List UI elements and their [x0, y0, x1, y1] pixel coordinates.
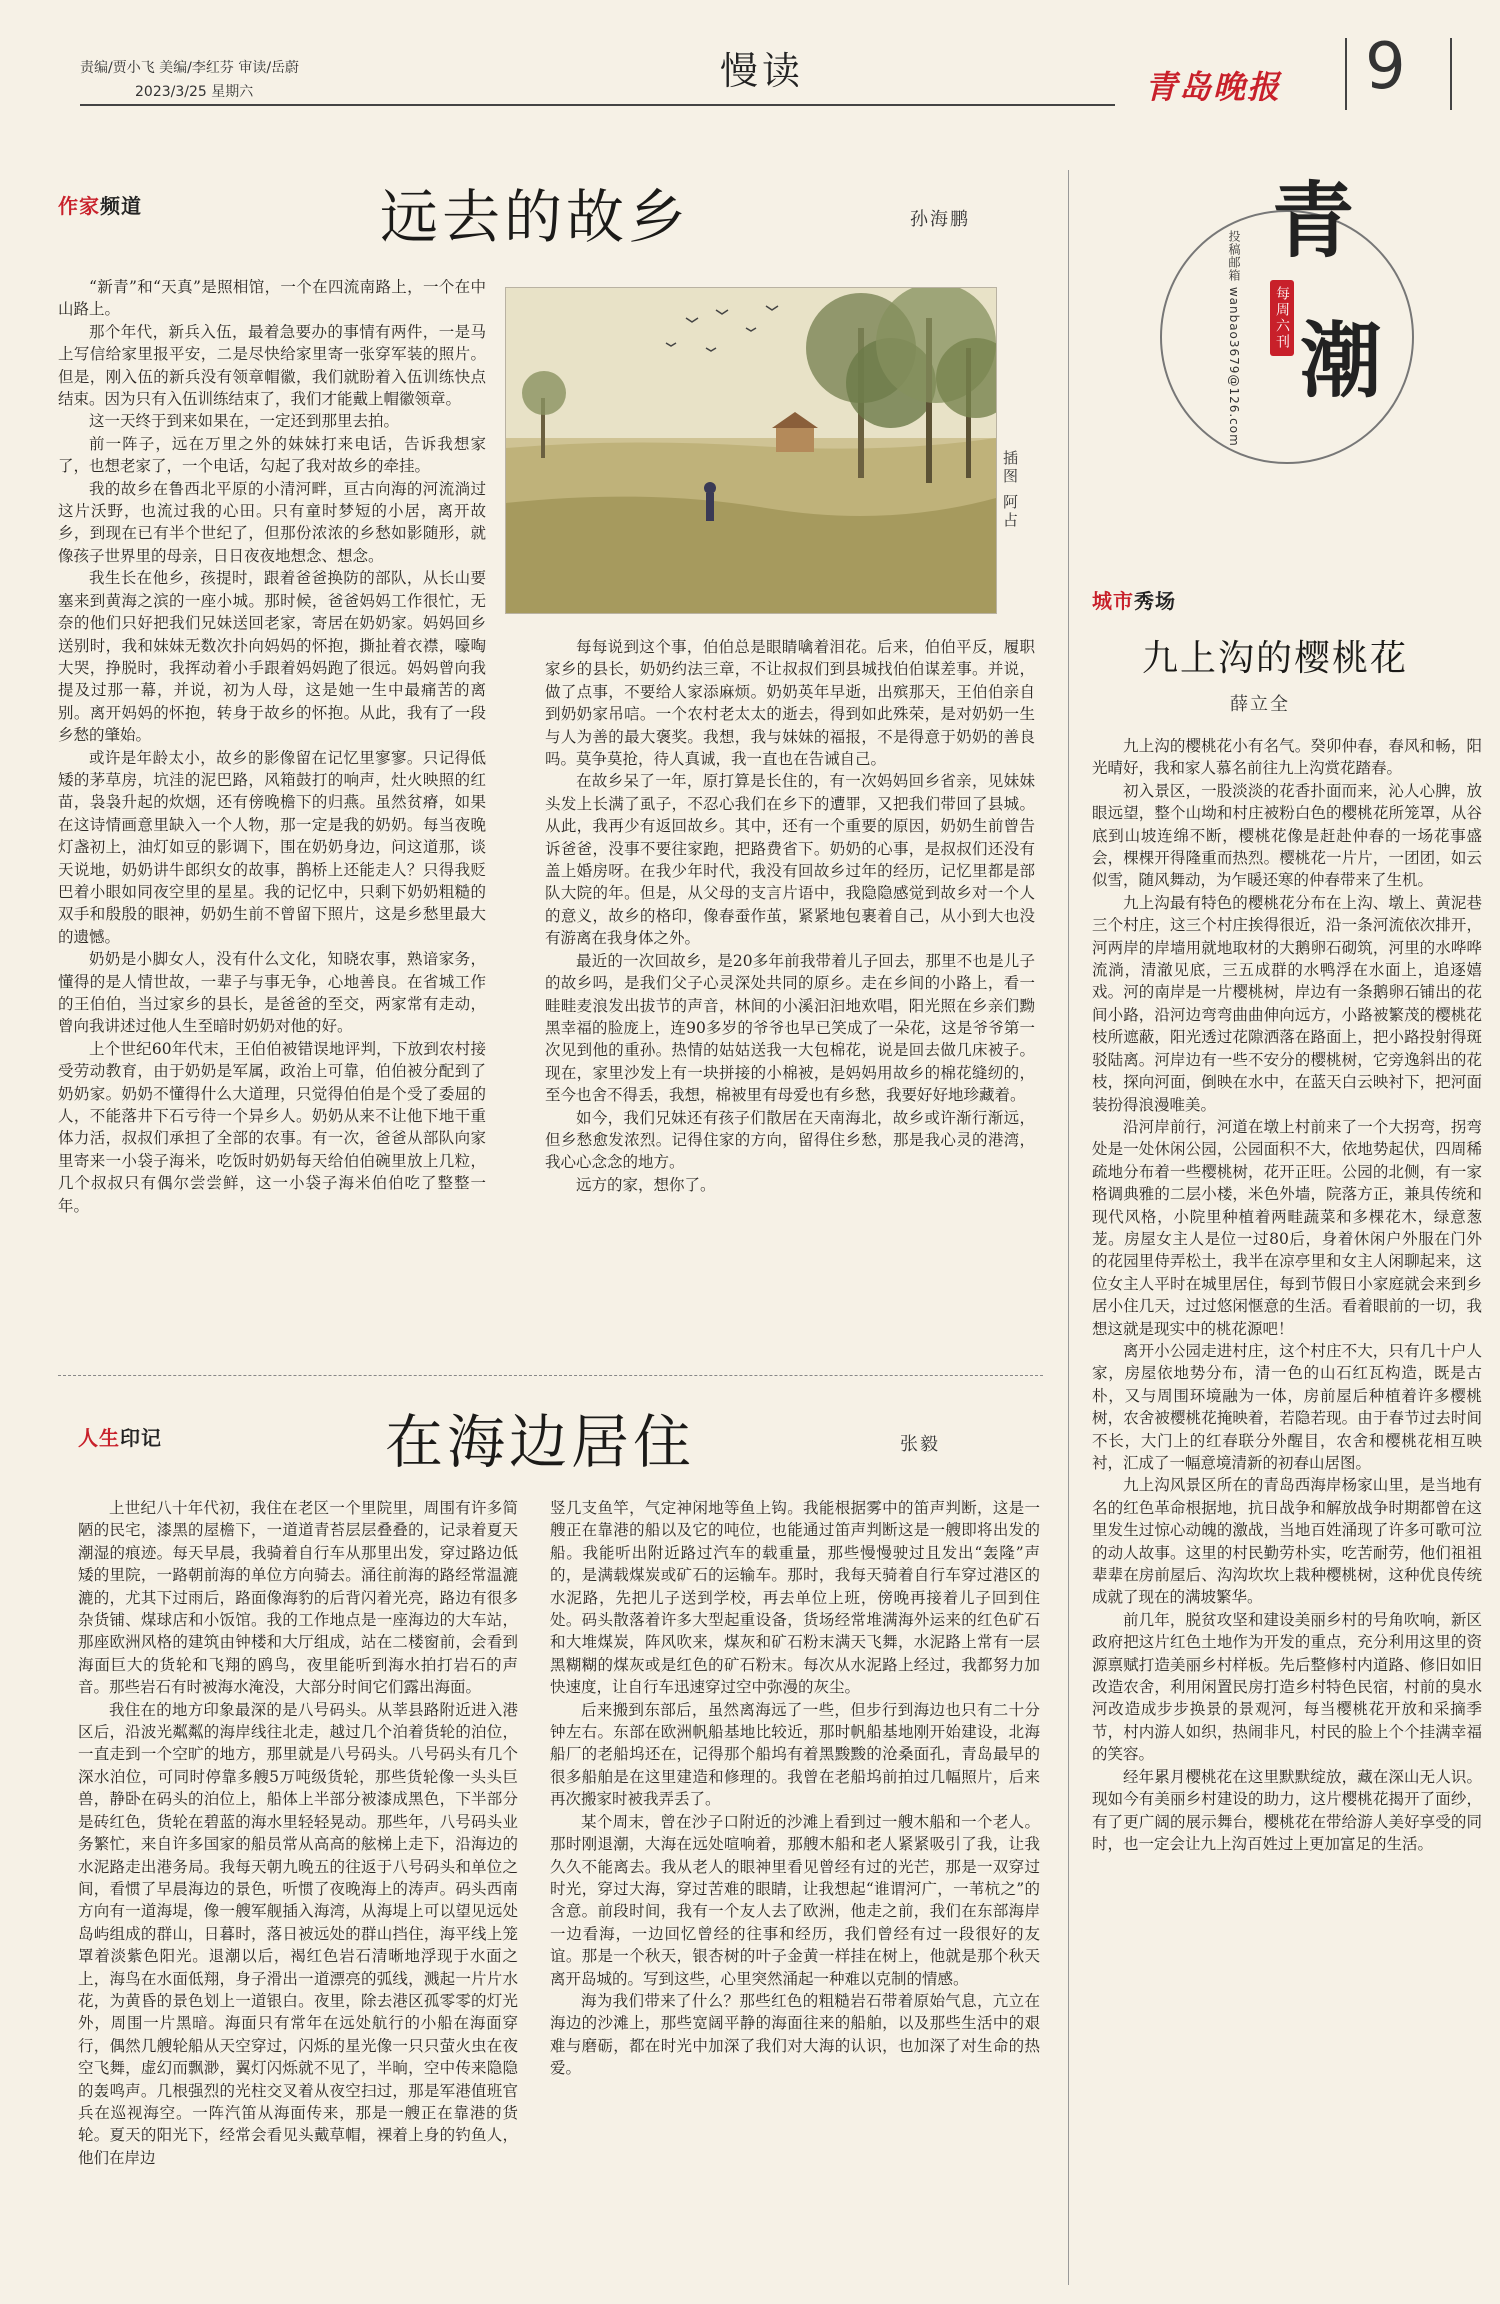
article-author-guxiang: 孙海鹏: [910, 209, 970, 230]
illustration-credit: 插图 阿占: [1001, 450, 1019, 530]
issue-date: 2023/3/25 星期六: [135, 84, 254, 100]
paragraph: 上个世纪60年代末，王伯伯被错误地评判，下放到农村接受劳动教育，由于奶奶是军属，政治上可靠，伯伯被分配到了奶奶家。奶奶不懂得什么大道理，只觉得伯伯是个受了委屈的人，不能落井下石亏待一个异乡人。奶奶从来不让他下地干重体力活，叔叔们承担了全部的农事。有一次，爸爸从部队向家里寄来一小袋子海米，吃饭时奶奶每天给伯伯碗里放上几粒，几个叔叔只有偶尔尝尝鲜，这一小袋子海米伯伯吃了整整一年。: [58, 1039, 486, 1215]
paragraph: 奶奶是小脚女人，没有什么文化，知晓农事，熟谙家务，懂得的是人情世故，一辈子与事无争，心地善良。在省城工作的王伯伯，当过家乡的县长，是爸爸的至交，两家常有走动，曾向我讲述过他人生至暗时奶奶对他的好。: [58, 950, 486, 1036]
paragraph: 经年累月樱桃花在这里默默绽放，藏在深山无人识。现如今有美丽乡村建设的助力，这片樱桃花揭开了面纱，有了更广阔的展示舞台，樱桃花在带给游人美好享受的同时，也一定会让九上沟百姓过上更加富足的生活。: [1092, 1767, 1482, 1853]
paragraph: 海为我们带来了什么？那些红色的粗糙岩石带着原始气息，亢立在海边的沙滩上，那些宽阔平静的海面往来的船舶，以及那些生活中的艰难与磨砺，都在时光中加深了我们对大海的认识，也加深了对生命的热爱。: [550, 1991, 1040, 2078]
paragraph: 九上沟的樱桃花小有名气。癸卯仲春，春风和畅，阳光晴好，我和家人慕名前往九上沟赏花踏春。: [1092, 737, 1482, 778]
paragraph: 沿河岸前行，河道在墩上村前来了一个大拐弯，拐弯处是一处休闲公园，公园面积不大，依地势起伏，四周稀疏地分布着一些樱桃树，花开正旺。公园的北侧，有一家格调典雅的二层小楼，米色外墙，院落方正，兼具传统和现代风格，小院里种植着两畦蔬菜和多棵花木，绿意葱茏。房屋女主人是位一过80后，身着休闲户外服在门外的花园里侍弄松土，我半在凉亭里和女主人闲聊起来，这位女主人平时在城里居住，每到节假日小家庭就会来到乡居小住几天，过过悠闲惬意的生活。看着眼前的一切，我想这就是现实中的桃花源吧！: [1092, 1117, 1482, 1338]
column-label-hl: 人生: [78, 1426, 120, 1450]
paragraph: 如今，我们兄妹还有孩子们散居在天南海北，故乡或许渐行渐远，但乡愁愈发浓烈。记得住家的方向，留得住乡愁，那是我心灵的港湾，我心心念念的地方。: [545, 1108, 1035, 1172]
paragraph: 远方的家，想你了。: [576, 1175, 716, 1194]
paragraph: 九上沟最有特色的樱桃花分布在上沟、墩上、黄泥巷三个村庄，这三个村庄挨得很近，沿一条河流依次排开，河两岸的岸墙用就地取材的大鹅卵石砌筑，河里的水哗哗流淌，清澈见底，三五成群的水鸭浮在水面上，追逐嬉戏。河的南岸是一片樱桃树，岸边有一条鹅卵石铺出的花间小路，沿河边弯弯曲曲伸向远方，小路被繁茂的樱桃花枝所遮蔽，阳光透过花隙洒落在路面上，把小路投射得斑驳陆离。河岸边有一些不安分的樱桃树，它旁逸斜出的花枝，探向河面，倒映在水中，在蓝天白云映衬下，把河面装扮得浪漫唯美。: [1092, 893, 1482, 1114]
article-illustration: [505, 287, 997, 614]
article-title-guxiang: 远去的故乡: [380, 183, 691, 251]
paragraph: 我生长在他乡，孩提时，跟着爸爸换防的部队，从长山要塞来到黄海之滨的一座小城。那时候，爸爸妈妈工作很忙，无奈的他们只好把我们兄妹送回老家，寄居在奶奶家。妈妈回乡送别时，我和妹妹无数次扑向妈妈的怀抱，撕扯着衣襟，嚎啕大哭，挣脱时，我挥动着小手跟着妈妈跑了很远。妈妈曾向我提及过那一幕，并说，初为人母，这是她一生中最痛苦的离别。离开妈妈的怀抱，转身于故乡的怀抱。从此，我有了一段乡愁的肇始。: [58, 569, 486, 745]
paragraph: 后来搬到东部后，虽然离海远了一些，但步行到海边也只有二十分钟左右。东部在欧洲帆船基地比较近，那时帆船基地刚开始建设，北海船厂的老船坞还在，记得那个船坞有着黑黢黢的沧桑面孔，青岛最早的很多船舶是在这里建造和修理的。我曾在老船坞前拍过几幅照片，后来再次搬家时被我弄丢了。: [550, 1700, 1040, 1809]
column-label-life: [78, 1422, 162, 1451]
paragraph: 九上沟风景区所在的青岛西海岸杨家山里，是当地有名的红色革命根据地，抗日战争和解放战争时期都曾在这里发生过惊心动魄的激战，当地百姓涌现了许多可歌可泣的动人故事。这里的村民勤劳朴实，吃苦耐劳，他们祖祖辈辈在房前屋后、沟沟坎坎上栽种樱桃树，这种优良传统成就了现在的满坡繁华。: [1092, 1476, 1482, 1607]
paragraph: 某个周末，曾在沙子口附近的沙滩上看到过一艘木船和一个老人。那时刚退潮，大海在远处喧响着，那艘木船和老人紧紧吸引了我，让我久久不能离去。我从老人的眼神里看见曾经有过的光芒，那是一双穿过时光，穿过大海，穿过苦难的眼睛，让我想起“谁谓河广，一苇杭之”的含意。前段时间，我有一个友人去了欧洲，他走之前，我们在东部海岸一边看海，一边回忆曾经的往事和经历，我们曾经有过一段很好的友谊。那是一个秋天，银杏树的叶子金黄一样挂在树上，他就是那个秋天离开岛城的。写到这些，心里突然涌起一种难以克制的情感。: [550, 1812, 1040, 1988]
header-rule: [80, 104, 1115, 106]
section-title: 慢读: [720, 49, 805, 93]
logo-char-chao: 潮: [1300, 313, 1383, 409]
header-divider-right: [1450, 38, 1452, 110]
article-body-col2: [545, 636, 1035, 1356]
article-author-seaside: 张毅: [900, 1434, 940, 1455]
paragraph: 离开小公园走进村庄，这个村庄不大，只有几十户人家，房屋依地势分布，清一色的山石红瓦构造，既是古朴，又与周围环境融为一体，房前屋后种植着许多樱桃树，农舍被樱桃花掩映着，若隐若现。由于春节过去时间不长，大门上的红春联分外醒目，农舍和樱桃花相互映衬，汇成了一幅意境清新的初春山居图。: [1092, 1341, 1482, 1472]
paragraph: 上世纪八十年代初，我住在老区一个里院里，周围有许多简陋的民宅，漆黑的屋檐下，一道道青苔层层叠叠的，记录着夏天潮湿的痕迹。每天早晨，我骑着自行车从那里出发，穿过路边低矮的里院，一路朝前海的单位方向骑去。涌往前海的路经常温漉漉的，尤其下过雨后，路面像海豹的后背闪着光亮，路边有很多杂货铺、煤球店和小饭馆。我的工作地点是一座海边的大车站，那座欧洲风格的建筑由钟楼和大厅组成，站在二楼窗前，会看到海面巨大的货轮和飞翔的鸥鸟，夜里能听到海水拍打岩石的声音。那些岩石有时被海水淹没，大部分时间它们露出海面。: [78, 1499, 518, 1697]
column-label-city: [1092, 585, 1176, 614]
paragraph: 每每说到这个事，伯伯总是眼睛噙着泪花。后来，伯伯平反，履职家乡的县长，奶奶约法三章，不让叔叔们到县城找伯伯谋差事。并说，做了点事，不要给人家添麻烦。奶奶英年早逝，出殡那天，王伯伯亲自到奶奶家吊唁。一个农村老太太的逝去，得到如此殊荣，是对奶奶一生与人为善的最大褒奖。我想，我与妹妹的福报，不是得意于奶奶的善良吗。莫争莫抢，待人真诚，我一直也在告诫自己。: [545, 638, 1035, 769]
paragraph: 最近的一次回故乡，是20多年前我带着儿子回去，那里不也是儿子的故乡吗，是我们父子心灵深处共同的原乡。走在乡间的小路上，看一畦畦麦浪发出拔节的声音，林间的小溪汩汩地欢唱，阳光照在乡亲们黝黑幸福的脸庞上，连90多岁的爷爷也早已笑成了一朵花，这是爷爷第一次见到他的重孙。热情的姑姑送我一大包棉花，说是回去做几床被子。现在，家里沙发上有一块拼接的小棉被，是妈妈用故乡的棉花缝纫的，至今也舍不得丢，我想，棉被里有母爱也有乡愁，我要好好地珍藏着。: [545, 951, 1035, 1105]
column-label-text: 频道: [100, 194, 142, 218]
column-label-hl: 城市: [1092, 589, 1134, 613]
paragraph: 前一阵子，远在万里之外的妹妹打来电话，告诉我想家了，也想老家了，一个电话，勾起了我对故乡的牵挂。: [58, 434, 486, 476]
section-separator: [58, 1375, 1043, 1376]
column-label-writer: [58, 190, 142, 219]
paragraph: 我的故乡在鲁西北平原的小清河畔，亘古向海的河流淌过这片沃野，也流过我的心田。只有童时梦短的小居，离开故乡，到现在已有半个世纪了，但那份浓浓的乡愁如影随形，就像孩子世界里的母亲，日日夜夜地想念、想念。: [58, 479, 486, 565]
paragraph: “新青”和“天真”是照相馆，一个在四流南路上，一个在中山路上。: [58, 278, 486, 319]
column-logo: [1160, 173, 1430, 480]
paragraph: 或许是年龄太小，故乡的影像留在记忆里寥寥。只记得低矮的茅草房，坑洼的泥巴路，风箱鼓打的响声，灶火映照的红苗，袅袅升起的炊烟，还有傍晚檐下的归燕。虽然贫瘠，如果在这诗情画意里缺入一个人物，那一定是我的奶奶。每当夜晚灯盏初上，油灯如豆的影调下，围在奶奶身边，问这道那，谈天说地，奶奶讲牛郎织女的故事，鹊桥上还能走人？只得我贬巴着小眼如同夜空里的星星。我的记忆中，只剩下奶奶粗糙的双手和殷殷的眼神，奶奶生前不曾留下照片，这是乡愁里最大的遗憾。: [58, 748, 486, 946]
article-author-cherry: 薛立全: [1230, 694, 1290, 715]
column-label-text: 秀场: [1134, 589, 1176, 613]
paragraph: 那个年代，新兵入伍，最着急要办的事情有两件，一是马上写信给家里报平安，二是尽快给家里寄一张穿军装的照片。但是，刚入伍的新兵没有领章帽徽，我们就盼着入伍训练快点结束。因为只有入伍训练结束了，我们才能戴上帽徽领章。: [58, 322, 486, 409]
header-divider: [1345, 38, 1347, 110]
editors-line: 责编/贾小飞 美编/李红芬 审读/岳蔚: [80, 60, 300, 76]
illustration-drawing: [506, 288, 996, 613]
logo-badge: 每周六刊: [1270, 280, 1294, 356]
logo-char-qing: 青: [1272, 173, 1355, 269]
article-body-seaside-col2: [550, 1497, 1040, 2287]
article-body-col1: [58, 276, 486, 1356]
page-number: 9: [1365, 30, 1406, 104]
paragraph: 竖几支鱼竿，气定神闲地等鱼上钩。我能根据雾中的笛声判断，这是一艘正在靠港的船以及它的吨位，也能通过笛声判断这是一艘即将出发的船。我能听出附近路过汽车的载重量，那些慢慢驶过且发出“轰隆”声的，是满载煤炭或矿石的运输车。那时，我每天骑着自行车穿过港区的水泥路，先把儿子送到学校，再去单位上班，傍晚再接着儿子回到住处。码头散落着许多大型起重设备，货场经常堆满海外运来的红色矿石和大堆煤炭，阵风吹来，煤灰和矿石粉末满天飞舞，水泥路上常有一层黑糊糊的煤灰或是红色的矿石粉末。每次从水泥路上经过，我都努力加快速度，让自行车迅速穿过空中弥漫的灰尘。: [550, 1499, 1040, 1697]
column-label-hl: 作家: [58, 194, 100, 218]
logo-email: 投稿邮箱 wanbao3679@126.com: [1227, 230, 1241, 447]
article-title-cherry: 九上沟的樱桃花: [1142, 638, 1409, 679]
paragraph: 我住在的地方印象最深的是八号码头。从莘县路附近进入港区后，沿波光粼粼的海岸线往北走，越过几个泊着货轮的泊位，一直走到一个空旷的地方，那里就是八号码头。八号码头有几个深水泊位，可同时停靠多艘5万吨级货轮，那些货轮像一头头巨兽，静卧在码头的泊位上，船体上半部分被漆成黑色，下半部分是砖红色，货轮在碧蓝的海水里轻轻晃动。那些年，八号码头业务繁忙，来自许多国家的船员常从高高的舷梯上走下，沿海边的水泥路走出港务局。我每天朝九晚五的往返于八号码头和单位之间，看惯了早晨海边的景色，听惯了夜晚海上的涛声。码头西南方向有一道海堤，像一艘军舰插入海湾，从海堤上可以望见远处岛屿组成的群山，日暮时，落日被远处的群山挡住，海平线上笼罩着淡紫色阳光。退潮以后，褐红色岩石清晰地浮现于水面之上，海鸟在水面低翔，身子滑出一道漂亮的弧线，溅起一片片水花，为黄昏的景色划上一道银白。夜里，除去港区孤零零的灯光外，周围一片黑暗。海面只有常年在远处航行的小船在海面穿行，偶然几艘轮船从天空穿过，闪烁的星光像一只只萤火虫在夜空飞舞，虚幻而飘渺，翼灯闪烁就不见了，半晌，空中传来隐隐的轰鸣声。几根强烈的光柱交叉着从夜空扫过，那是军港值班官兵在巡视海空。一阵汽笛从海面传来，那是一艘正在靠港的货轮。夏天的阳光下，经常会看见头戴草帽，裸着上身的钓鱼人，他们在岸边: [78, 1700, 518, 2167]
column-label-text: 印记: [120, 1426, 162, 1450]
paragraph: 初入景区，一股淡淡的花香扑面而来，沁人心脾，放眼远望，整个山坳和村庄被粉白色的樱桃花所笼罩，从谷底到山坡连绵不断，樱桃花像是赶赴仲春的一场花事盛会，棵棵开得隆重而热烈。樱桃花一片片，一团团，如云似雪，随风舞动，为乍暖还寒的仲春带来了生机。: [1092, 781, 1482, 890]
article-title-seaside: 在海边居住: [385, 1408, 696, 1476]
paragraph: 前几年，脱贫攻坚和建设美丽乡村的号角吹响，新区政府把这片红色土地作为开发的重点，充分利用这里的资源禀赋打造美丽乡村样板。先后整修村内道路、修旧如旧改造农舍，利用闲置民房打造乡村特色民宿，村前的臭水河改造成步步换景的景观河，每当樱桃花开放和采摘季节，村内游人如织，热闹非凡，村民的脸上个个挂满幸福的笑容。: [1092, 1610, 1482, 1764]
paragraph: 这一天终于到来如果在，一定还到那里去拍。: [89, 412, 400, 431]
article-body-cherry: [1092, 735, 1482, 2285]
column-divider: [1068, 170, 1069, 2285]
newspaper-masthead: 青岛晚报: [1145, 68, 1282, 106]
article-body-seaside-col1: [78, 1497, 518, 2287]
paragraph: 在故乡呆了一年，原打算是长住的，有一次妈妈回乡省亲，见妹妹头发上长满了虱子，不忍心我们在乡下的遭罪，又把我们带回了县城。从此，我再少有返回故乡。其中，还有一个重要的原因，奶奶生前曾告诉爸爸，没事不要往家跑，把路费省下。奶奶的心事，是叔叔们还没有盖上婚房呀。在我少年时代，我没有回故乡过年的经历，记忆里都是部队大院的年。但是，从父母的支言片语中，我隐隐感觉到故乡对一个人的意义，故乡的格印，像春蚕作茧，紧紧地包裹着自己，从小到大也没有游离在我身体之外。: [545, 772, 1035, 948]
